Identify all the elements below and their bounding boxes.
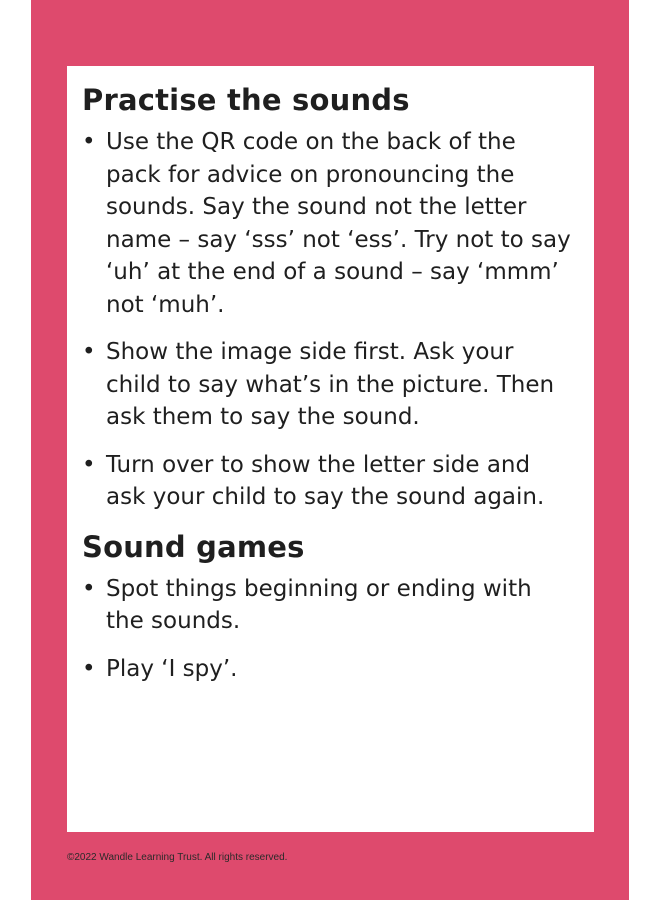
copyright-footer: ©2022 Wandle Learning Trust. All rights reserved. [67,852,288,863]
list-item [82,653,574,686]
list-item [82,573,574,638]
list-item-text: Show the image side first. Ask your child to say what’s in the picture. Then ask them to say the sound. [106,339,555,430]
list-item [82,126,574,321]
bullet-icon: • [82,655,96,682]
games-list [82,573,574,686]
list-item [82,449,574,514]
bullet-icon: • [82,575,96,602]
section-heading-games: Sound games [82,529,305,564]
list-item-text: Spot things beginning or ending with the sounds. [106,575,532,634]
section-heading-practise: Practise the sounds [82,83,410,117]
list-item [82,336,574,434]
list-item-text: Use the QR code on the back of the pack for advice on pronouncing the sounds. Say the sound not the letter name – say ‘sss’ not ‘ess’. Try not to say ‘uh’ at the end of a sound – say ‘mmm’ not ‘muh’. [106,129,571,318]
instruction-card [31,0,629,900]
list-item-text: Turn over to show the letter side and ask your child to say the sound again. [106,451,545,510]
list-item-text: Play ‘I spy’. [106,655,238,682]
practise-list [82,126,574,514]
bullet-icon: • [82,451,96,478]
bullet-icon: • [82,339,96,365]
content-panel [67,66,594,832]
bullet-icon: • [82,129,96,155]
